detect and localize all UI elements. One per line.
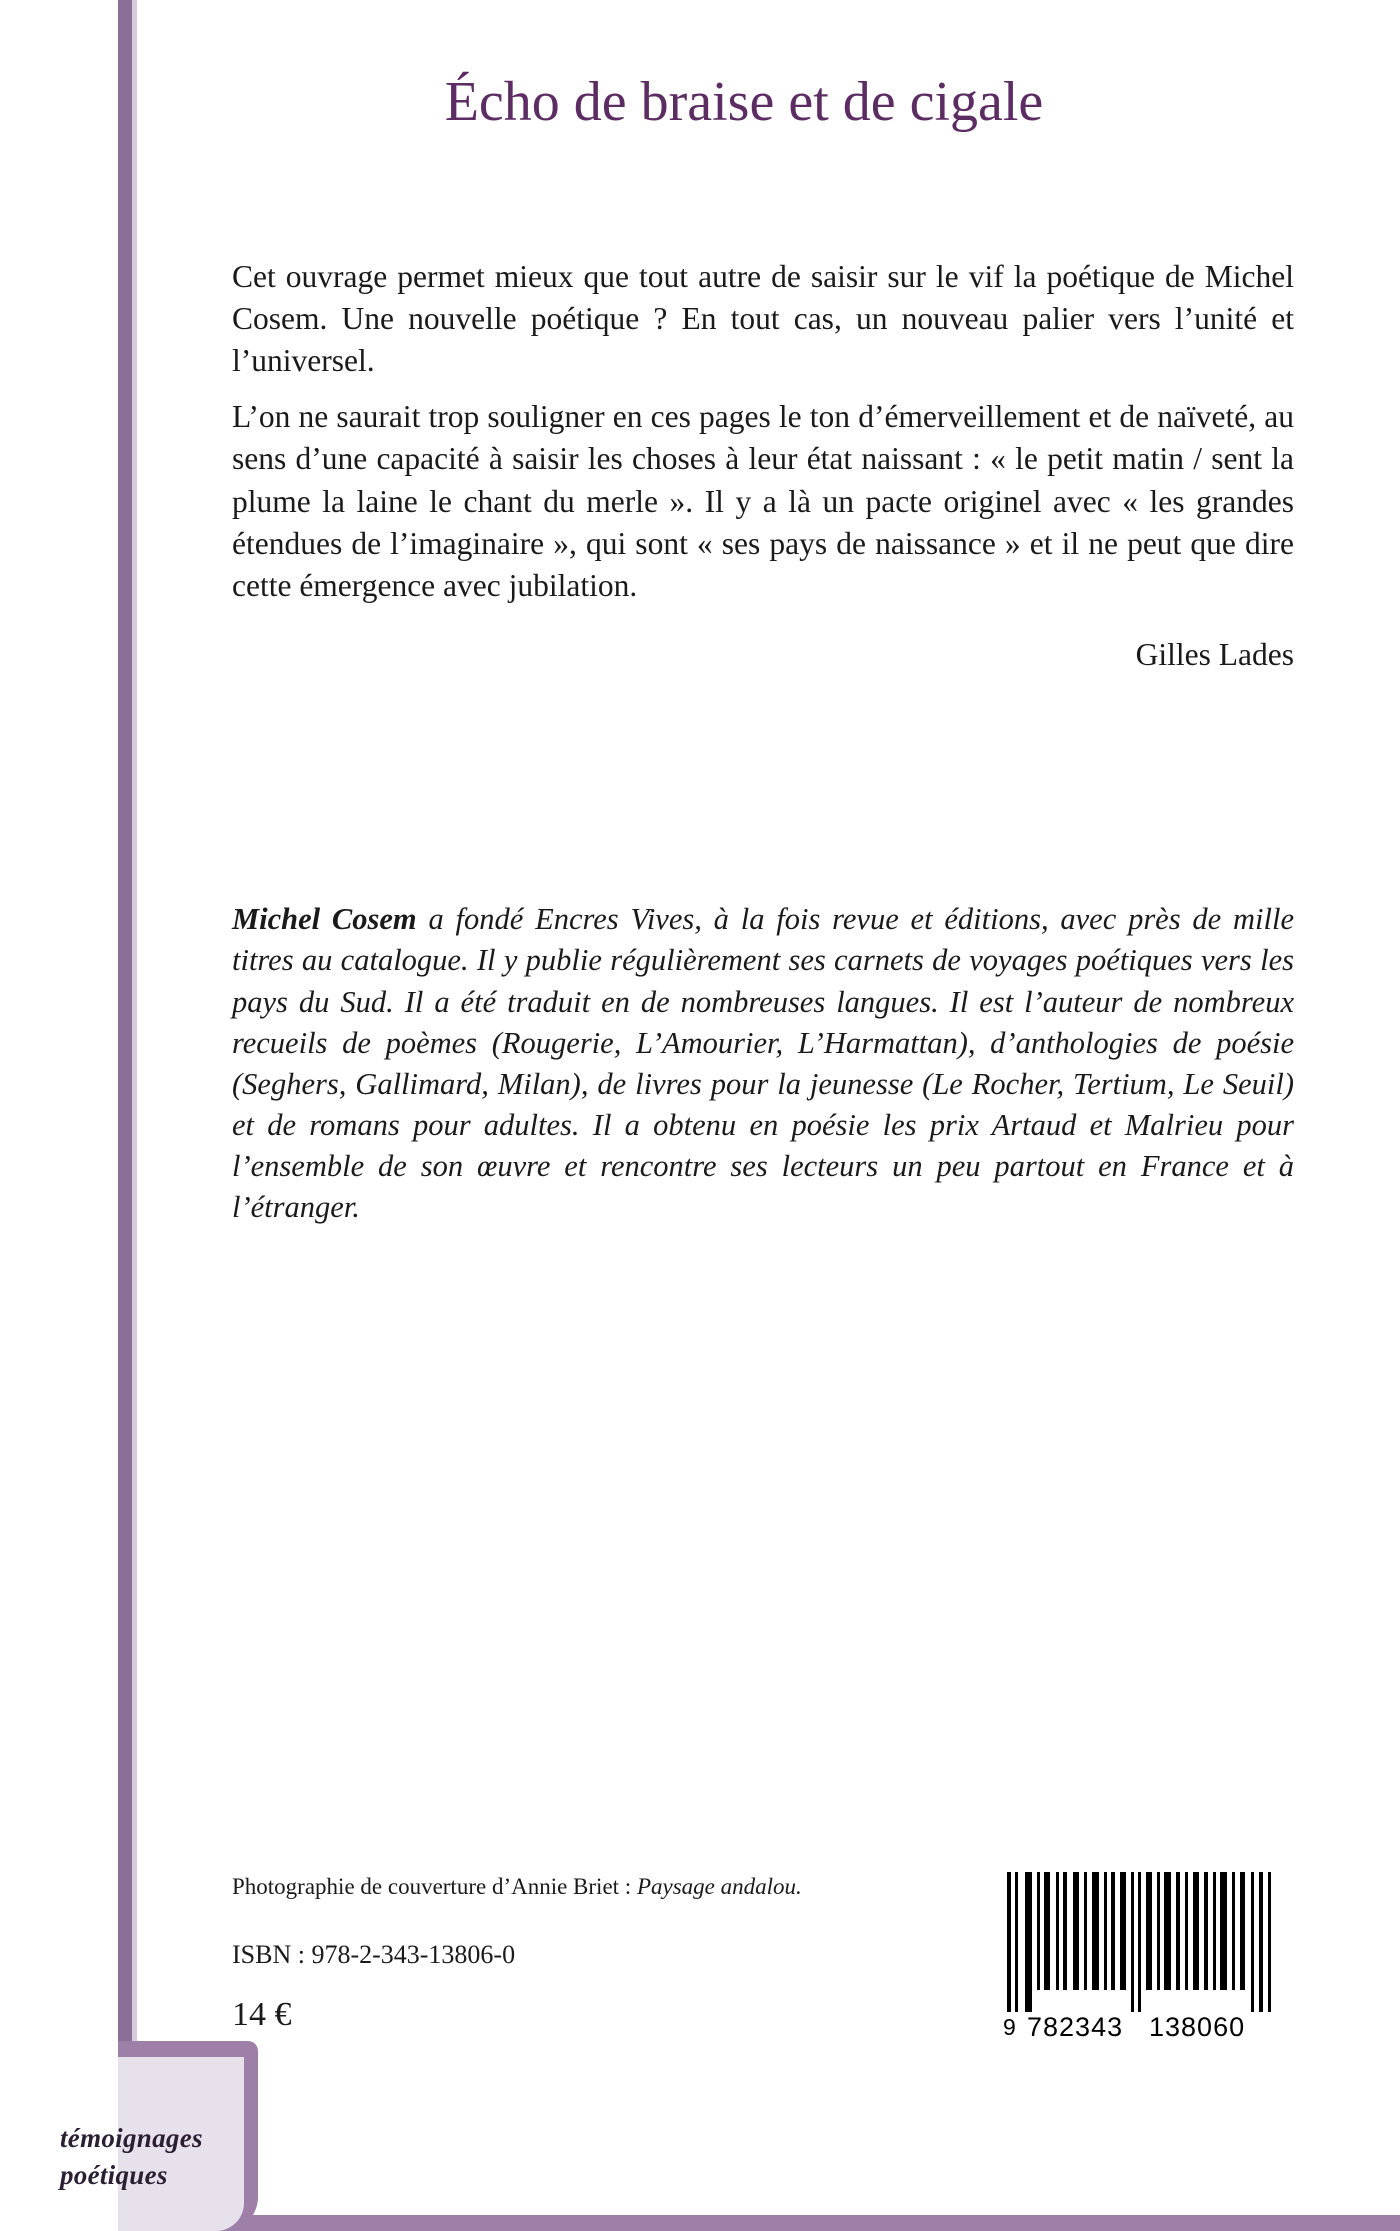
author-bio: [232, 899, 1294, 1228]
blurb-signature: Gilles Lades: [1135, 637, 1294, 673]
barcode-group-right: 138060: [1149, 2012, 1246, 2042]
barcode-lead-digit: 9: [1003, 2014, 1017, 2040]
isbn-text: ISBN : 978-2-343-13806-0: [232, 1939, 516, 1969]
page-title: Écho de braise et de cigale: [444, 71, 1044, 133]
barcode: [1003, 1872, 1275, 2052]
barcode-bars: [1003, 1872, 1275, 2012]
barcode-group-left: 782343: [1027, 2012, 1124, 2042]
blurb-block: [232, 256, 1294, 608]
price-text: 14 €: [232, 1995, 292, 2033]
author-bio-text: a fondé Encres Vives, à la fois revue et éditions, avec près de mille titres au catalogue. Il y publie régulièrement ses carnets de voyages poétiques vers les pays du Sud. Il a été traduit en de nombreuses langues. Il est l’auteur de nombreux recueils de poèmes (Rougerie, L’Amourier, L’Harmattan), d’anthologies de poésie (Seghers, Gallimard, Milan), de livres pour la jeunesse (Le Rocher, Tertium, Le Seuil) et de romans pour adultes. Il a obtenu en poésie les prix Artaud et Malrieu pour l’ensemble de son œuvre et rencontre ses lecteurs un peu partout en France et à l’étranger.: [232, 902, 1294, 1225]
author-bio-name: Michel Cosem: [232, 902, 417, 937]
cover-photo-credit-prefix: Photographie de couverture d’Annie Briet :: [232, 1874, 637, 1899]
bottom-purple-bar: [118, 2215, 1400, 2231]
blurb-paragraph-1: Cet ouvrage permet mieux que tout autre de saisir sur le vif la poétique de Michel Cosem. Une nouvelle poétique ? En tout cas, un nouveau palier vers l’unité et l’universel.: [232, 258, 1294, 378]
cover-photo-credit-title: Paysage andalou.: [636, 1874, 802, 1899]
spine-strip-highlight: [132, 0, 137, 2231]
spine-strip: [118, 0, 132, 2231]
cover-content: [232, 0, 1322, 1229]
series-label: témoignages poétiques: [60, 2123, 203, 2190]
blurb-paragraph-2: L’on ne saurait trop souligner en ces pages le ton d’émerveillement et de naïveté, au sens d’une capacité à saisir les choses à leur état naissant : « le petit matin / sent la plume la laine le chant du merle ». Il y a là un pacte originel avec « les grandes étendues de l’imaginaire », qui sont « ses pays de naissance » et il ne peut que dire cette émergence avec jubilation.: [232, 399, 1294, 604]
barcode-digits: [1003, 2012, 1275, 2046]
